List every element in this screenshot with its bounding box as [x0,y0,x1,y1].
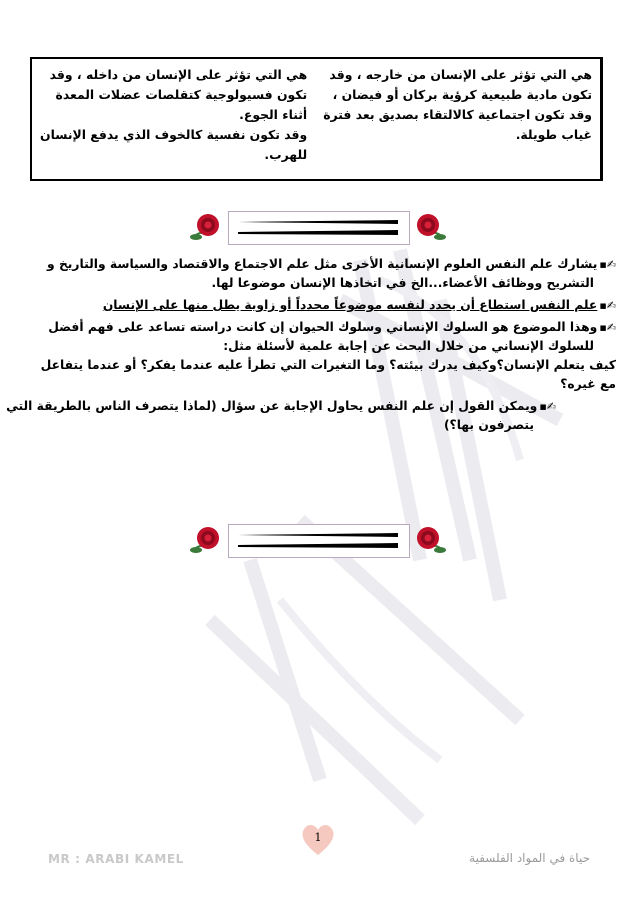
list-item-text: يتصرفون بها؟) [443,418,534,432]
rose-icon [412,209,448,245]
cell-text-line: أثناء الجوع. [239,107,308,122]
cell-text-line: وقد تكون نفسية كالخوف الذي يدفع الإنسان [40,127,308,142]
rose-divider-bottom [188,518,448,562]
bullet-first-line [22,296,616,315]
list-item-text: مع غيره؟ [560,377,616,391]
pencil-bullet-icon: ✍▪ [599,321,616,334]
pencil-bullet-icon: ✍▪ [599,299,616,312]
cell-text-line: غياب طويلة. [515,127,593,142]
rose-icon [412,522,448,558]
cell-text-line: هي التي تؤثر على الإنسان من داخله ، وقد [49,67,308,82]
list-item-text: يشارك علم النفس العلوم الإنسانية الأخرى مثل علم الاجتماع والاقتصاد والسياسة والتاريخ و [47,257,598,271]
list-item [6,397,616,435]
list-item [22,255,616,293]
page-number-badge [298,820,338,858]
rose-icon [188,522,224,558]
page-number: 1 [314,831,322,844]
list-item-text: ويمكن القول إن علم النفس يحاول الإجابة عن سؤال (لماذا يتصرف الناس بالطريقة التي [6,399,538,413]
bullet-list [6,255,616,435]
cell-text-line: تكون مادية طبيعية كرؤية بركان أو فيضان ، [332,87,593,102]
course-title: حياة في المواد الفلسفية [469,851,590,865]
rose-divider-top [188,205,448,249]
rose-icon [188,209,224,245]
list-item [22,318,616,394]
list-item-text: علم النفس استطاع أن يحدد لنفسه موضوعاً محدداً أو زاوية يطل منها على الإنسان [102,298,598,312]
pencil-bullet-icon: ✍▪ [539,400,556,413]
internal-stimuli-cell [32,59,315,179]
divider-bars [236,528,400,552]
list-item-text: وهذا الموضوع هو السلوك الإنساني وسلوك الحيوان إن كانت دراسته تساعد على فهم أفضل [48,320,598,334]
list-item-text: كيف يتعلم الإنسان؟وكيف يدرك بيئته؟ وما التغيرات التي تطرأ عليه عندما يفكر؟ أو عندما يتفاعل [40,358,616,372]
list-item-text: التشريح ووظائف الأعضاء...الخ في اتخاذها الإنسان موضوعا لها. [211,276,594,290]
pencil-bullet-icon: ✍▪ [599,258,616,271]
divider-bars [236,215,400,239]
cell-text-line: هي التي تؤثر على الإنسان من خارجه ، وقد [329,67,593,82]
external-stimuli-cell [315,59,602,179]
cell-text-line: وقد تكون اجتماعية كالالتقاء بصديق بعد فترة [323,107,593,122]
bullet-first-line [22,255,616,274]
cell-text-line: تكون فسيولوجية كتقلصات عضلات المعدة [55,87,308,102]
list-item-text: للسلوك الإنساني من خلال البحث عن إجابة علمية لأسئلة مثل: [223,339,594,353]
bullet-first-line [6,397,616,416]
list-item [22,296,616,315]
cell-text-line: للهرب. [264,147,308,162]
author-credit: MR : ARABI KAMEL [48,852,184,866]
definitions-table [30,57,603,181]
bullet-first-line [22,318,616,337]
